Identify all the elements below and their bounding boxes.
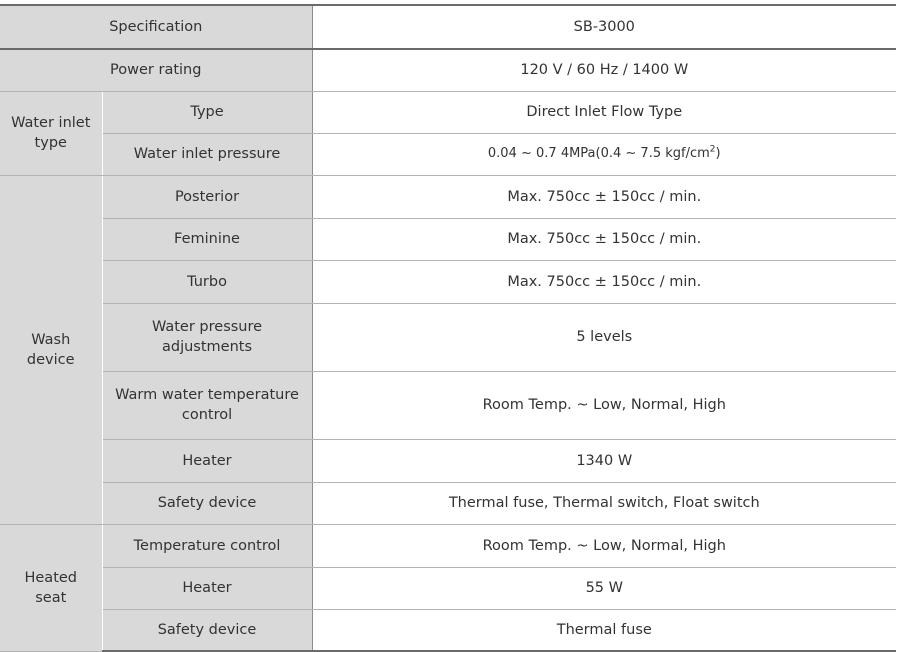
table-row (0, 303, 896, 371)
row-value-water-pressure-adjustments: 5 levels (312, 303, 896, 371)
table-row (0, 91, 896, 133)
group-wash-device (0, 175, 102, 524)
row-value-posterior: Max. 750cc ± 150cc / min. (312, 175, 896, 218)
table-row (0, 567, 896, 609)
specification-table (0, 4, 896, 652)
row-value-power-rating: 120 V / 60 Hz / 1400 W (312, 49, 896, 91)
row-label-feminine: Feminine (102, 218, 312, 260)
row-label-heater: Heater (102, 439, 312, 482)
pressure-value-close: ) (715, 146, 721, 161)
row-label-seat-heater: Heater (102, 567, 312, 609)
group-label-line: type (34, 135, 67, 151)
row-label-temperature-control: Temperature control (102, 524, 312, 567)
row-label-water-inlet-pressure: Water inlet pressure (102, 133, 312, 175)
group-label-line: Wash (31, 331, 71, 348)
pressure-value-text: 0.04 ~ 0.7 4MPa(0.4 ~ 7.5 kgf/cm (487, 146, 710, 161)
table-row (0, 218, 896, 260)
header-model: SB-3000 (312, 5, 896, 49)
pressure-value-superscript: 2 (709, 144, 716, 155)
row-value-type: Direct Inlet Flow Type (312, 91, 896, 133)
group-label-line: device (26, 351, 75, 368)
group-heated-seat (0, 524, 102, 651)
row-value-seat-safety-device: Thermal fuse (312, 609, 896, 651)
row-value-heater: 1340 W (312, 439, 896, 482)
table-row (0, 133, 896, 175)
table-row (0, 482, 896, 524)
row-value-temperature-control: Room Temp. ~ Low, Normal, High (312, 524, 896, 567)
row-value-safety-device: Thermal fuse, Thermal switch, Float switch (312, 482, 896, 524)
group-label-line: Heated (24, 569, 78, 586)
table-row (0, 609, 896, 651)
group-water-inlet-type (0, 91, 102, 175)
header-specification: Specification (0, 5, 312, 49)
row-value-warm-water-temperature-control: Room Temp. ~ Low, Normal, High (312, 371, 896, 439)
row-label-turbo: Turbo (102, 260, 312, 303)
row-label-line: control (181, 407, 233, 423)
table-row (0, 260, 896, 303)
row-label-line: Warm water temperature (115, 387, 299, 403)
row-label-line: adjustments (161, 339, 253, 355)
group-label-line: Water inlet (11, 115, 91, 131)
row-label-line: Water pressure (151, 319, 263, 335)
table-row (0, 524, 896, 567)
row-label-seat-safety-device: Safety device (102, 609, 312, 651)
row-label-power-rating: Power rating (0, 49, 312, 91)
row-label-safety-device: Safety device (102, 482, 312, 524)
row-value-feminine: Max. 750cc ± 150cc / min. (312, 218, 896, 260)
table-row (0, 175, 896, 218)
row-label-posterior: Posterior (102, 175, 312, 218)
row-value-turbo: Max. 750cc ± 150cc / min. (312, 260, 896, 303)
table-header-row (0, 5, 896, 49)
row-label-water-pressure-adjustments (102, 303, 312, 371)
row-label-warm-water-temperature-control (102, 371, 312, 439)
table-row (0, 371, 896, 439)
row-value-water-inlet-pressure (312, 133, 896, 175)
table-row (0, 49, 896, 91)
row-label-type: Type (102, 91, 312, 133)
group-label-line: seat (35, 589, 67, 606)
table-row (0, 439, 896, 482)
row-value-seat-heater: 55 W (312, 567, 896, 609)
